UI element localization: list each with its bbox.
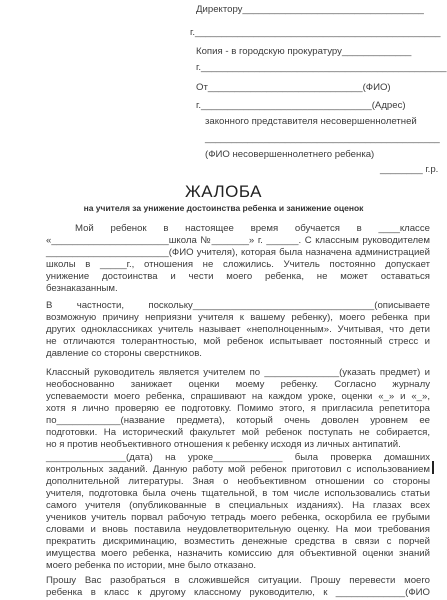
p1-line: «______________________школа №_______» г. ______. С классным руководителем [46, 235, 430, 246]
p3-line: необоснованно занижает оценки моему ребенку. Согласно журналу [46, 379, 430, 390]
p1-line: _______________________(ФИО учителя), которая была назначена администрацией [46, 247, 430, 258]
p4-line: самого учителя (опубликованные в специальных изданиях). На глазах всех [46, 500, 430, 511]
p1-line: школы в _____г., отношения не сложились. Учитель постоянно допускает [46, 259, 430, 270]
p3-line: хотя я лично проверяю ее подготовку. Помимо этого, я пригласила репетитора [46, 403, 430, 414]
p4-line: имущества моего ребенка, назначить комиссию для объективной оценки знаний [46, 548, 430, 559]
p3-line: по____________(название предмета), который очень доволен уровнем ее [46, 415, 430, 426]
p4-line: контрольных заданий. Данную работу мой ребенок приготовил с использованием [46, 464, 430, 475]
p1-line: безнаказанным. [46, 283, 118, 294]
address-line: г.________________________________(Адрес) [196, 100, 406, 111]
p5-line: ребенка в класс к другому классному руководителю, к _____________(ФИО [46, 587, 430, 598]
p3-line: подготовки. На исторический факультет мой ребенок поступать не собирается, [46, 427, 430, 438]
p5-line: Прошу Вас разобраться в сложившейся ситуации. Прошу перевести моего [46, 575, 430, 586]
city-line-2: г.______________________________________________ [196, 62, 447, 73]
p4-line: учеников учитель порвал рабочую тетрадь моего ребенка, оскорбила ее грубыми [46, 512, 430, 523]
p4-line: моего ребенка по истории, мне было отказано. [46, 560, 257, 571]
birth-year-line: ________ г.р. [380, 164, 439, 175]
p4-line: словами и вновь поставила неудовлетворительную оценку. На мои требования [46, 524, 430, 535]
p1-line: Мой ребенок в настоящее время обучается в ____классе [75, 223, 430, 234]
p4-line: _______________(дата) на уроке_____________ была проверка домашних [46, 452, 430, 463]
p2-line: не отличаются толерантностью, мой ребенок испытывает постоянный стресс и [46, 336, 430, 347]
document-title: ЖАЛОБА [185, 182, 262, 201]
director-line: Директору__________________________________ [196, 4, 424, 15]
text-cursor [432, 461, 434, 474]
p2-line: других одноклассниках учитель называет «неполноценным». Учитывая, что дети [46, 324, 430, 335]
p3-line: но я против необъективного отношения к ребенку исходя из личных антипатий. [46, 439, 401, 450]
p3-line: Классный руководитель является учителем по ______________(указать предмет) и [46, 367, 430, 378]
p2-line: давление со стороны сверстников. [46, 348, 202, 359]
child-fio-line: (ФИО несовершеннолетнего ребенка) [205, 149, 375, 160]
p2-line: В частности, поскольку__________________________________(описываете [46, 300, 430, 311]
document-subtitle: на учителя за унижение достоинства ребенка и занижение оценок [83, 203, 364, 213]
legal-rep-line: законного представителя несовершеннолетней [205, 116, 417, 127]
p2-line: возможную причину неприязни учителя к вашему ребенку), моего ребенка при [46, 312, 430, 323]
city-line-1: г.______________________________________________ [190, 27, 441, 38]
p4-line: учителя, подготовка была очень тщательной, в том числе использовались статьи [46, 488, 430, 499]
p4-line: прекратить дискриминацию, возместить денежные средства в связи с порчей [46, 536, 430, 547]
p1-line: унижение достоинства и чести моего ребенка, не может оставаться [46, 271, 430, 282]
p3-line: успеваемости моего ребенка, спрашивают на каждом уроке, оценки «_» и «_», [46, 391, 430, 402]
from-line: От_____________________________(ФИО) [196, 82, 391, 93]
blank-line: ____________________________________________ [205, 133, 440, 144]
copy-line: Копия - в городскую прокуратуру_____________ [196, 46, 412, 57]
p4-line: дополнительной литературы. Зная о необъективном отношении со стороны [46, 476, 430, 487]
